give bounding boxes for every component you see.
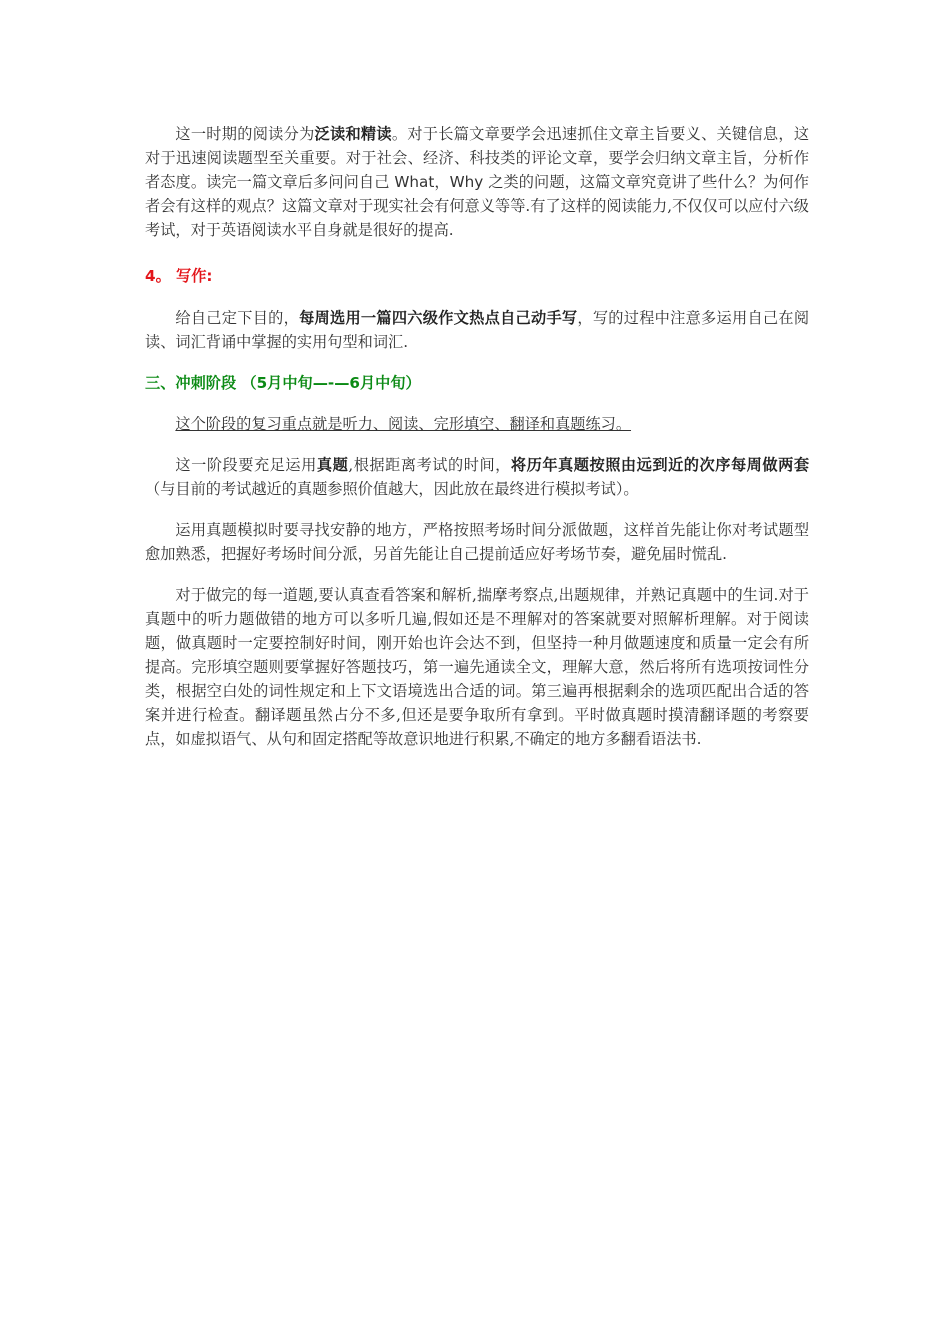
paragraph-mock-exam: 运用真题模拟时要寻找安静的地方，严格按照考场时间分派做题，这样首先能让你对考试题型愈加熟悉，把握好考场时间分派，另首先能让自己提前适应好考场节奏，避免届时慌乱.: [145, 521, 809, 563]
p1-bold-term: 泛读和精读: [314, 125, 392, 143]
p4-text-c: ,根据距离考试的时间，: [348, 456, 511, 474]
paragraph-writing: [145, 306, 809, 354]
p1-english-words: What，Why: [389, 173, 489, 191]
p3-underlined-text: 这个阶段的复习重点就是听力、阅读、完形填空、翻译和真题练习。: [175, 415, 632, 433]
p4-text-e: （与目前的考试越近的真题参照价值越大，因此放在最终进行模拟考试）。: [145, 480, 639, 498]
p4-bold-text: 将历年真题按照由远到近的次序每周做两套: [510, 456, 810, 474]
paragraph-past-papers: [145, 453, 809, 501]
paragraph-review: 对于做完的每一道题,要认真查看答案和解析,揣摩考察点,出题规律，并熟记真题中的生词.对于真题中的听力题做错的地方可以多听几遍,假如还是不理解对的答案就要对照解析理解。对于阅读题，做真题时一定要控制好时间，刚开始也许会达不到，但坚持一种月做题速度和质量一定会有所提高。完形填空题则要掌握好答题技巧，第一遍先通读全文，理解大意，然后将所有选项按词性分类，根据空白处的词性规定和上下文语境选出合适的词。第三遍再根据剩余的选项匹配出合适的答案并进行检查。翻译题虽然占分不多,但还是要争取所有拿到。平时做真题时摸清翻译题的考察要点，如虚拟语气、从句和固定搭配等故意识地进行积累,不确定的地方多翻看语法书.: [145, 586, 809, 748]
p1-text-c: 。对于长篇文章要学会迅速抓住文章主旨要义、关键信息，这对于迅速阅读题型至关重要。对于社会、经济、科技类的评论文章，要学会归纳文章主旨，分析作者态度。读完一篇文章后多问问自己: [145, 125, 810, 191]
p4-bold-term: 真题: [316, 456, 349, 474]
p2-text-c: ，写的过程中注意多运用自己在阅读、词汇背诵中掌握的实用句型和词汇.: [145, 309, 810, 351]
section-heading-writing: 4。 写作:: [145, 267, 213, 285]
p2-text-a: 给自己定下目的，: [175, 309, 300, 327]
p1-text-a: 这一时期的阅读分为: [175, 125, 315, 143]
document-body: [145, 122, 809, 751]
paragraph-reading: [145, 122, 809, 242]
p1-text-e: 之类的问题，这篇文章究竟讲了些什么？为何作者会有这样的观点？这篇文章对于现实社会有何意义等等.有了这样的阅读能力,不仅仅可以应付六级考试，对于英语阅读水平自身就是很好的提高.: [145, 173, 809, 239]
p2-bold-text: 每周选用一篇四六级作文热点自己动手写: [299, 309, 578, 327]
section-heading-sprint: 三、冲刺阶段 （5月中旬—-—6月中旬）: [145, 374, 421, 392]
p4-text-a: 这一阶段要充足运用: [175, 456, 317, 474]
paragraph-sprint-focus: [145, 412, 809, 436]
